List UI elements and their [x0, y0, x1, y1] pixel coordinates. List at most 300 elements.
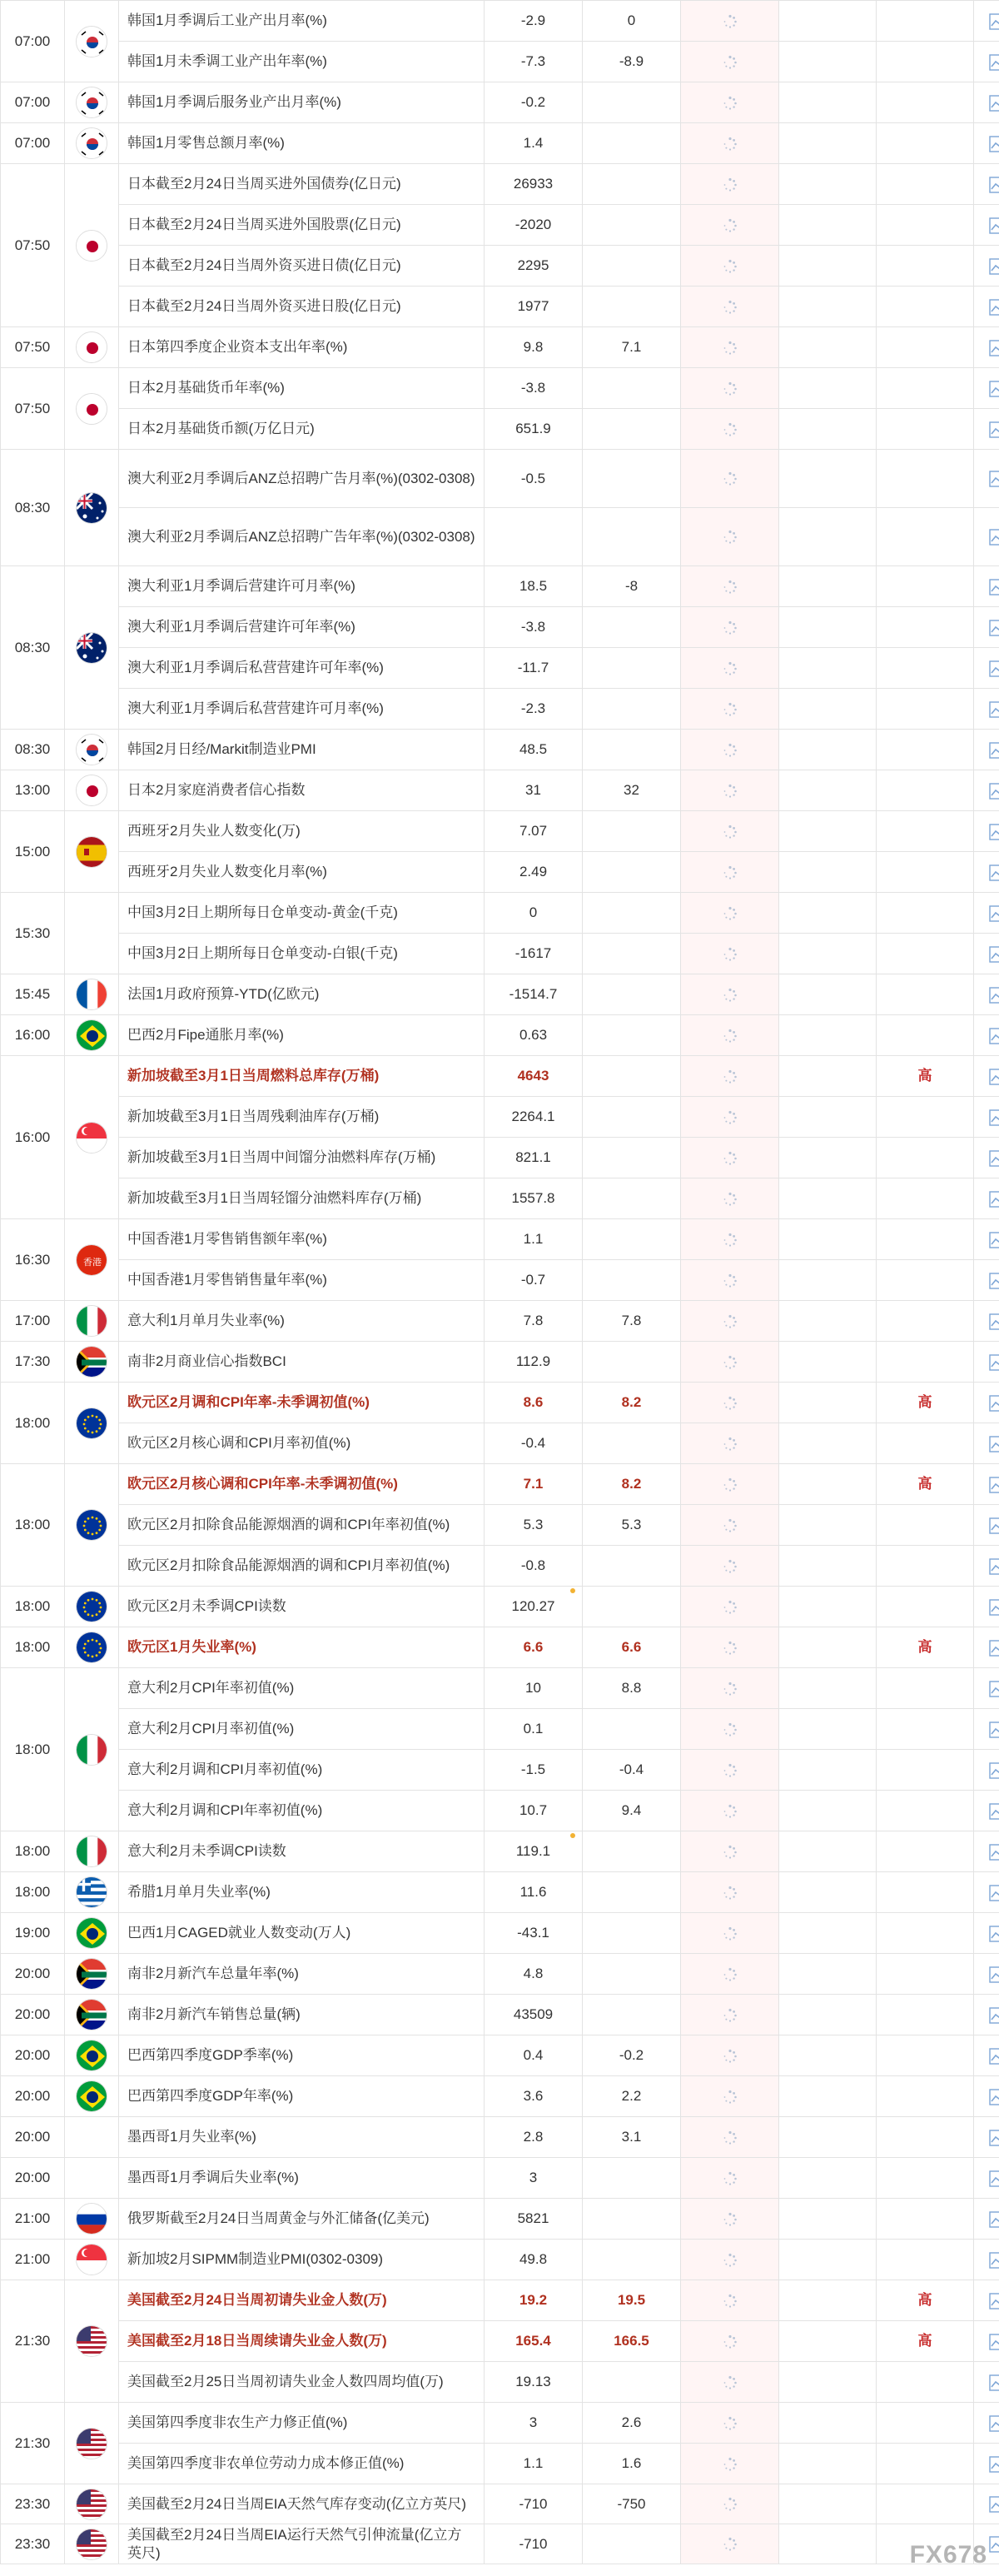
chart-icon[interactable]: [989, 1517, 999, 1534]
loading-icon: [723, 2090, 738, 2105]
table-row: [1, 893, 999, 934]
chart-cell[interactable]: [974, 648, 999, 689]
chart-icon[interactable]: [989, 1354, 999, 1371]
flag-cell: [65, 1872, 119, 1913]
chart-cell[interactable]: [974, 770, 999, 811]
chart-cell[interactable]: [974, 2117, 999, 2158]
table-row: [1, 730, 999, 770]
chart-cell[interactable]: [974, 1954, 999, 1995]
importance-cell: [877, 286, 974, 327]
chart-icon[interactable]: [989, 1232, 999, 1248]
actual-value: [681, 246, 779, 286]
chart-cell[interactable]: [974, 286, 999, 327]
previous-value: 9.8: [485, 327, 583, 368]
forecast-value: [583, 648, 681, 689]
chart-icon[interactable]: [989, 381, 999, 397]
flag-ru-icon: [76, 2203, 107, 2235]
actual-value: [681, 1791, 779, 1831]
previous-value: -2020: [485, 205, 583, 246]
loading-icon: [723, 1314, 738, 1329]
chart-cell[interactable]: [974, 2444, 999, 2484]
forecast-value: [583, 607, 681, 648]
indicator-name: 澳大利亚1月季调后营建许可年率(%): [119, 607, 485, 648]
chart-cell[interactable]: [974, 1056, 999, 1097]
forecast-value: [583, 689, 681, 730]
indicator-name: 意大利2月未季调CPI读数: [119, 1831, 485, 1872]
impact-cell: [779, 2321, 877, 2362]
time-cell: 20:00: [1, 2076, 65, 2117]
chart-icon[interactable]: [989, 217, 999, 234]
chart-cell[interactable]: [974, 368, 999, 409]
chart-icon[interactable]: [989, 1436, 999, 1452]
table-row: [1, 1464, 999, 1505]
impact-cell: [779, 286, 877, 327]
time-cell: 18:00: [1, 1668, 65, 1831]
flag-cell: [65, 2117, 119, 2158]
chart-icon[interactable]: [989, 95, 999, 112]
chart-icon[interactable]: [989, 2456, 999, 2473]
impact-cell: [779, 508, 877, 566]
table-row: [1, 1342, 999, 1383]
importance-cell: [877, 2117, 974, 2158]
actual-value: [681, 1750, 779, 1791]
table-row: [1, 508, 999, 566]
indicator-name: 中国3月2日上期所每日仓单变动-白银(千克): [119, 934, 485, 974]
table-row: [1, 2199, 999, 2240]
table-row: [1, 689, 999, 730]
actual-value: [681, 2321, 779, 2362]
previous-value: -2.9: [485, 1, 583, 42]
chart-cell[interactable]: [974, 1668, 999, 1709]
previous-value: 18.5: [485, 566, 583, 607]
flag-cell: [65, 1342, 119, 1383]
indicator-name: 澳大利亚2月季调后ANZ总招聘广告年率(%)(0302-0308): [119, 508, 485, 566]
importance-cell: [877, 1954, 974, 1995]
previous-value: -7.3: [485, 42, 583, 82]
chart-cell[interactable]: [974, 164, 999, 205]
loading-icon: [723, 784, 738, 799]
flag-jp-icon: [76, 393, 107, 425]
importance-cell: [877, 123, 974, 164]
importance-cell: [877, 1015, 974, 1056]
chart-icon[interactable]: [989, 1803, 999, 1820]
chart-cell[interactable]: [974, 1015, 999, 1056]
indicator-name: 意大利2月调和CPI月率初值(%): [119, 1750, 485, 1791]
indicator-name: 中国香港1月零售销售额年率(%): [119, 1219, 485, 1260]
chart-icon[interactable]: [989, 2293, 999, 2309]
chart-cell[interactable]: [974, 934, 999, 974]
loading-icon: [723, 702, 738, 717]
impact-cell: [779, 2362, 877, 2403]
impact-cell: [779, 1627, 877, 1668]
chart-icon[interactable]: [989, 1966, 999, 1983]
loading-icon: [723, 96, 738, 111]
table-row: [1, 934, 999, 974]
chart-icon[interactable]: [989, 620, 999, 636]
loading-icon: [723, 906, 738, 921]
indicator-name: 欧元区2月未季调CPI读数: [119, 1587, 485, 1627]
indicator-name: 日本截至2月24日当周买进外国股票(亿日元): [119, 205, 485, 246]
loading-icon: [723, 2294, 738, 2309]
loading-icon: [723, 2008, 738, 2023]
chart-cell[interactable]: [974, 42, 999, 82]
previous-value: 165.4: [485, 2321, 583, 2362]
table-row: [1, 2076, 999, 2117]
loading-icon: [723, 1641, 738, 1656]
table-row: [1, 1056, 999, 1097]
chart-icon[interactable]: [989, 1558, 999, 1575]
forecast-value: -8: [583, 566, 681, 607]
importance-cell: [877, 1872, 974, 1913]
importance-cell: [877, 246, 974, 286]
chart-icon[interactable]: [989, 177, 999, 193]
table-row: [1, 852, 999, 893]
flag-eu-icon: [76, 1408, 107, 1439]
time-cell: 07:00: [1, 82, 65, 123]
chart-cell[interactable]: [974, 2280, 999, 2321]
actual-value: [681, 1872, 779, 1913]
table-row: [1, 2321, 999, 2362]
chart-icon[interactable]: [989, 340, 999, 356]
chart-icon[interactable]: [989, 2211, 999, 2228]
chart-cell[interactable]: [974, 1831, 999, 1872]
table-row: [1, 2117, 999, 2158]
importance-cell: [877, 2444, 974, 2484]
chart-cell[interactable]: [974, 1995, 999, 2035]
loading-icon: [723, 2537, 738, 2552]
flag-cell: [65, 1587, 119, 1627]
chart-icon[interactable]: [989, 1313, 999, 1330]
revised-dot: [570, 1588, 575, 1593]
actual-value: [681, 164, 779, 205]
chart-cell[interactable]: [974, 607, 999, 648]
forecast-value: -750: [583, 2484, 681, 2524]
chart-icon[interactable]: [989, 1762, 999, 1779]
chart-cell[interactable]: [974, 1505, 999, 1546]
loading-icon: [723, 2457, 738, 2472]
chart-icon[interactable]: [989, 1885, 999, 1901]
chart-cell[interactable]: [974, 2362, 999, 2403]
indicator-name: 欧元区2月扣除食品能源烟酒的调和CPI月率初值(%): [119, 1546, 485, 1587]
chart-cell[interactable]: [974, 1709, 999, 1750]
table-row: [1, 1791, 999, 1831]
chart-cell[interactable]: [974, 82, 999, 123]
previous-value: 7.07: [485, 811, 583, 852]
chart-icon[interactable]: [989, 2048, 999, 2065]
loading-icon: [723, 530, 738, 545]
forecast-value: [583, 934, 681, 974]
importance-cell: [877, 205, 974, 246]
previous-value: -43.1: [485, 1913, 583, 1954]
impact-cell: [779, 2240, 877, 2280]
indicator-name: 南非2月新汽车销售总量(辆): [119, 1995, 485, 2035]
forecast-value: [583, 1872, 681, 1913]
flag-cell: [65, 1954, 119, 1995]
chart-cell[interactable]: [974, 893, 999, 934]
impact-cell: [779, 2199, 877, 2240]
previous-value: 4.8: [485, 1954, 583, 1995]
chart-icon[interactable]: [989, 1069, 999, 1085]
chart-icon[interactable]: [989, 1599, 999, 1616]
chart-cell[interactable]: [974, 409, 999, 450]
table-row: [1, 1709, 999, 1750]
chart-icon[interactable]: [989, 1109, 999, 1126]
chart-cell[interactable]: [974, 246, 999, 286]
flag-cell: [65, 770, 119, 811]
chart-cell[interactable]: [974, 566, 999, 607]
chart-icon[interactable]: [989, 1191, 999, 1208]
flag-cell: [65, 1383, 119, 1464]
loading-icon: [723, 2171, 738, 2186]
table-row: [1, 1750, 999, 1791]
chart-icon[interactable]: [989, 299, 999, 316]
chart-icon[interactable]: [989, 13, 999, 30]
actual-value: [681, 1178, 779, 1219]
chart-cell[interactable]: [974, 2158, 999, 2199]
forecast-value: 19.5: [583, 2280, 681, 2321]
chart-cell[interactable]: [974, 1301, 999, 1342]
chart-icon[interactable]: [989, 2130, 999, 2146]
chart-icon[interactable]: [989, 2496, 999, 2513]
actual-value: [681, 2117, 779, 2158]
chart-icon[interactable]: [989, 1477, 999, 1493]
chart-cell[interactable]: [974, 1260, 999, 1301]
chart-cell[interactable]: [974, 1750, 999, 1791]
chart-icon[interactable]: [989, 2007, 999, 2024]
time-cell: 21:00: [1, 2199, 65, 2240]
chart-cell[interactable]: [974, 2199, 999, 2240]
previous-value: 7.1: [485, 1464, 583, 1505]
indicator-name: 澳大利亚1月季调后私营营建许可月率(%): [119, 689, 485, 730]
chart-cell[interactable]: [974, 1342, 999, 1383]
chart-cell[interactable]: [974, 1627, 999, 1668]
chart-icon[interactable]: [989, 1640, 999, 1657]
impact-cell: [779, 42, 877, 82]
chart-cell[interactable]: [974, 1097, 999, 1138]
table-row: [1, 1995, 999, 2035]
table-row: [1, 2035, 999, 2076]
chart-cell[interactable]: [974, 730, 999, 770]
previous-value: 0.63: [485, 1015, 583, 1056]
previous-value: 2.49: [485, 852, 583, 893]
importance-cell: [877, 1260, 974, 1301]
loading-icon: [723, 259, 738, 274]
time-cell: 07:00: [1, 123, 65, 164]
flag-cell: [65, 2035, 119, 2076]
chart-icon[interactable]: [989, 529, 999, 546]
chart-cell[interactable]: [974, 852, 999, 893]
importance-cell: [877, 1587, 974, 1627]
previous-value: 10.7: [485, 1791, 583, 1831]
importance-cell: [877, 1668, 974, 1709]
loading-icon: [723, 2497, 738, 2512]
flag-cell: [65, 1464, 119, 1587]
chart-cell[interactable]: [974, 205, 999, 246]
previous-value: 0.4: [485, 2035, 583, 2076]
loading-icon: [723, 1192, 738, 1207]
chart-icon[interactable]: [989, 136, 999, 152]
chart-cell[interactable]: [974, 1791, 999, 1831]
actual-value: [681, 1383, 779, 1423]
flag-cell: [65, 1668, 119, 1831]
impact-cell: [779, 648, 877, 689]
chart-cell[interactable]: [974, 1383, 999, 1423]
chart-cell[interactable]: [974, 1, 999, 42]
flag-us-icon: [76, 2489, 107, 2520]
chart-icon[interactable]: [989, 1395, 999, 1412]
flag-empty-icon: [76, 918, 107, 949]
table-row: [1, 450, 999, 508]
loading-icon: [723, 1926, 738, 1941]
chart-cell[interactable]: [974, 2484, 999, 2524]
table-row: [1, 2240, 999, 2280]
chart-icon[interactable]: [989, 579, 999, 595]
chart-icon[interactable]: [989, 471, 999, 487]
flag-eu-icon: [76, 1591, 107, 1622]
flag-br-icon: [76, 1019, 107, 1051]
chart-cell[interactable]: [974, 2076, 999, 2117]
chart-icon[interactable]: [989, 54, 999, 71]
chart-icon[interactable]: [989, 2334, 999, 2350]
importance-cell: [877, 648, 974, 689]
flag-cell: [65, 566, 119, 730]
actual-value: [681, 689, 779, 730]
chart-cell[interactable]: [974, 508, 999, 566]
indicator-name: 美国截至2月25日当周初请失业金人数四周均值(万): [119, 2362, 485, 2403]
indicator-name: 欧元区2月调和CPI年率-未季调初值(%): [119, 1383, 485, 1423]
forecast-value: [583, 205, 681, 246]
previous-value: 10: [485, 1668, 583, 1709]
chart-icon[interactable]: [989, 660, 999, 677]
forecast-value: [583, 368, 681, 409]
importance-cell: [877, 1342, 974, 1383]
chart-cell[interactable]: [974, 1138, 999, 1178]
flag-cell: [65, 1913, 119, 1954]
chart-icon[interactable]: [989, 2252, 999, 2269]
actual-value: [681, 1056, 779, 1097]
impact-cell: [779, 1791, 877, 1831]
flag-sg-icon: [76, 1122, 107, 1153]
chart-cell[interactable]: [974, 974, 999, 1015]
chart-cell[interactable]: [974, 1913, 999, 1954]
previous-value: 120.27: [485, 1587, 583, 1627]
table-row: [1, 648, 999, 689]
impact-cell: [779, 566, 877, 607]
chart-icon[interactable]: [989, 258, 999, 275]
chart-icon[interactable]: [989, 783, 999, 800]
chart-icon[interactable]: [989, 824, 999, 840]
importance-cell: [877, 164, 974, 205]
chart-cell[interactable]: [974, 1546, 999, 1587]
chart-icon[interactable]: [989, 864, 999, 881]
chart-icon[interactable]: [989, 1681, 999, 1697]
chart-icon[interactable]: [989, 421, 999, 438]
loading-icon: [723, 1600, 738, 1615]
previous-value: 8.6: [485, 1383, 583, 1423]
indicator-name: 巴西2月Fipe通胀月率(%): [119, 1015, 485, 1056]
chart-cell[interactable]: [974, 1178, 999, 1219]
chart-cell[interactable]: [974, 2035, 999, 2076]
chart-cell[interactable]: [974, 1219, 999, 1260]
chart-cell[interactable]: [974, 689, 999, 730]
chart-icon[interactable]: [989, 2536, 999, 2553]
table-row: [1, 2484, 999, 2524]
chart-cell[interactable]: [974, 450, 999, 508]
loading-icon: [723, 947, 738, 962]
forecast-value: [583, 1709, 681, 1750]
forecast-value: -8.9: [583, 42, 681, 82]
table-row: [1, 368, 999, 409]
importance-cell: [877, 2403, 974, 2444]
chart-icon[interactable]: [989, 1273, 999, 1289]
indicator-name: 意大利2月调和CPI年率初值(%): [119, 1791, 485, 1831]
importance-cell: [877, 689, 974, 730]
chart-cell[interactable]: [974, 2321, 999, 2362]
chart-icon[interactable]: [989, 1844, 999, 1861]
chart-cell[interactable]: [974, 1872, 999, 1913]
loading-icon: [723, 2375, 738, 2390]
chart-cell[interactable]: [974, 2403, 999, 2444]
impact-cell: [779, 1546, 877, 1587]
flag-br-icon: [76, 2080, 107, 2112]
impact-cell: [779, 2158, 877, 2199]
chart-icon[interactable]: [989, 2415, 999, 2432]
chart-icon[interactable]: [989, 2374, 999, 2391]
chart-icon[interactable]: [989, 1721, 999, 1738]
chart-cell[interactable]: [974, 123, 999, 164]
time-cell: 08:30: [1, 450, 65, 566]
chart-icon[interactable]: [989, 1028, 999, 1044]
table-row: [1, 123, 999, 164]
forecast-value: [583, 508, 681, 566]
forecast-value: [583, 1138, 681, 1178]
impact-cell: [779, 1219, 877, 1260]
flag-cell: [65, 327, 119, 368]
previous-value: -0.2: [485, 82, 583, 123]
actual-value: [681, 1954, 779, 1995]
indicator-name: 巴西第四季度GDP年率(%): [119, 2076, 485, 2117]
chart-icon[interactable]: [989, 2089, 999, 2105]
impact-cell: [779, 730, 877, 770]
time-cell: 20:00: [1, 2158, 65, 2199]
flag-cell: [65, 730, 119, 770]
chart-icon[interactable]: [989, 1150, 999, 1167]
forecast-value: [583, 2362, 681, 2403]
forecast-value: 3.1: [583, 2117, 681, 2158]
chart-cell[interactable]: [974, 811, 999, 852]
impact-cell: [779, 1260, 877, 1301]
chart-icon[interactable]: [989, 1926, 999, 1942]
chart-icon[interactable]: [989, 987, 999, 1004]
chart-icon[interactable]: [989, 742, 999, 759]
actual-value: [681, 2484, 779, 2524]
chart-icon[interactable]: [989, 701, 999, 718]
chart-icon[interactable]: [989, 905, 999, 922]
chart-cell[interactable]: [974, 327, 999, 368]
chart-cell[interactable]: [974, 2240, 999, 2280]
chart-cell[interactable]: [974, 1423, 999, 1464]
chart-cell[interactable]: [974, 1464, 999, 1505]
indicator-name: 新加坡截至3月1日当周中间馏分油燃料库存(万桶): [119, 1138, 485, 1178]
chart-icon[interactable]: [989, 946, 999, 963]
previous-value: 112.9: [485, 1342, 583, 1383]
loading-icon: [723, 1886, 738, 1901]
impact-cell: [779, 1587, 877, 1627]
forecast-value: 8.8: [583, 1668, 681, 1709]
chart-cell[interactable]: [974, 1587, 999, 1627]
chart-icon[interactable]: [989, 2170, 999, 2187]
previous-value: 119.1: [485, 1831, 583, 1872]
